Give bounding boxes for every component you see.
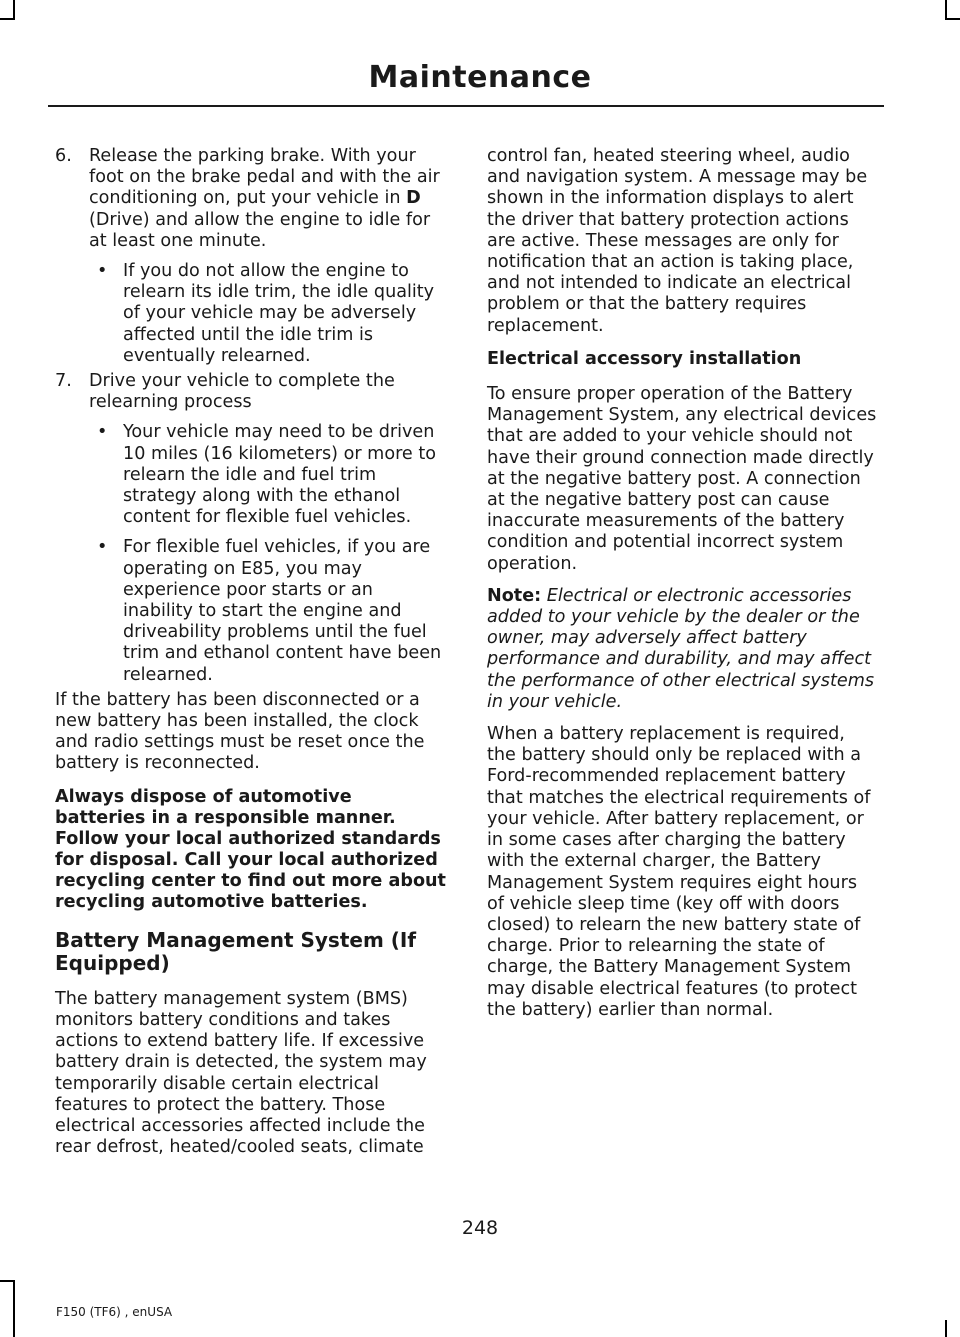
crop-mark-top-left-v	[13, 0, 15, 20]
step-text: Release the parking brake. With your foot on the brake pedal and with the air conditioning on, put your vehicle in	[89, 146, 440, 209]
bullet-icon: •	[97, 261, 108, 282]
step-number: 6.	[55, 146, 72, 166]
disposal-warning: Always dispose of automotive batteries in a responsible manner. Follow your local authorized standards for disposal. Call your local authorized recycling center to find out more about recycling automotive batteries.	[55, 786, 446, 912]
step-6	[55, 146, 447, 367]
bullet-text: Your vehicle may need to be driven 10 miles (16 kilometers) or more to relearn the idle and fuel trim strategy along with the ethanol content for flexible fuel vehicles.	[123, 422, 437, 528]
bullet-text: If you do not allow the engine to relearn its idle trim, the idle quality of your vehicle may be adversely affected until the idle trim is eventually relearned.	[123, 261, 435, 366]
bms-paragraph: The battery management system (BMS) monitors battery conditions and takes actions to extend battery life. If excessive battery drain is detected, the system may temporarily disable certain electrical features to protect the battery. Those electrical accessories affected include the rear defrost, heated/cooled seats, climate	[55, 988, 427, 1158]
bullet-text: For flexible fuel vehicles, if you are operating on E85, you may experience poor starts or an inability to start the engine and driveability problems until the fuel trim and ethanol content have been relearned.	[123, 537, 442, 685]
crop-mark-top-right-h	[945, 18, 960, 20]
step-number: 7.	[55, 371, 72, 392]
continuation-paragraph: control fan, heated steering wheel, audio and navigation system. A message may be shown in the information displays to alert the driver that battery protection actions are active. These messages are only for notification that an action is taking place, and not intended to indicate an electrical problem or that the battery requires replacement.	[487, 146, 868, 336]
header-rule	[48, 105, 884, 107]
document-code: F150 (TF6) , enUSA	[56, 1305, 173, 1319]
step-text: (Drive) and allow the engine to idle for at least one minute.	[89, 209, 431, 251]
note-text: Electrical or electronic accessories added to your vehicle by the dealer or the owner, may adversely affect battery performance and durability, and may affect the performance of other electrical systems in your vehicle.	[487, 585, 874, 712]
right-column	[487, 146, 879, 1032]
crop-mark-top-left-h	[0, 18, 15, 20]
bullet-icon: •	[97, 422, 108, 443]
crop-mark-bottom-left-h	[0, 1280, 15, 1282]
note-label: Note:	[487, 585, 542, 606]
crop-mark-top-right-v	[945, 0, 947, 20]
list-item	[89, 422, 447, 528]
list-item	[89, 537, 447, 685]
crop-mark-bottom-left-v	[13, 1280, 15, 1337]
reset-paragraph: If the battery has been disconnected or a new battery has been installed, the clock and radio settings must be reset once the battery is reconnected.	[55, 689, 425, 774]
list-item	[89, 261, 447, 367]
step-text: Drive your vehicle to complete the relearning process	[89, 371, 395, 413]
step-7	[55, 371, 447, 686]
accessory-paragraph: To ensure proper operation of the Battery Management System, any electrical devices that are added to your vehicle should not have their ground connection made directly at the negative battery post. A connection at the negative battery post can cause inaccurate measurements of the battery condition and potential incorrect system operation.	[487, 384, 877, 574]
replacement-paragraph: When a battery replacement is required, the battery should only be replaced with a Ford-recommended replacement battery that matches the electrical requirements of your vehicle. After battery replacement, or in some cases after charging the battery with the external charger, the Battery Management System requires eight hours of vehicle sleep time (key off with doors closed) to relearn the new battery state of charge. Prior to relearning the state of charge, the Battery Management System may disable electrical features (to protect the battery) earlier than normal.	[487, 724, 871, 1020]
page-number: 248	[461, 1217, 499, 1239]
left-column	[55, 146, 447, 1169]
section-heading: Battery Management System (If Equipped)	[55, 927, 417, 975]
note	[487, 586, 879, 713]
drive-letter: D	[406, 188, 421, 209]
crop-mark-bottom-right-v	[945, 1320, 947, 1337]
sub-heading: Electrical accessory installation	[487, 348, 802, 369]
page-title: Maintenance	[368, 60, 592, 95]
bullet-icon: •	[97, 537, 108, 558]
